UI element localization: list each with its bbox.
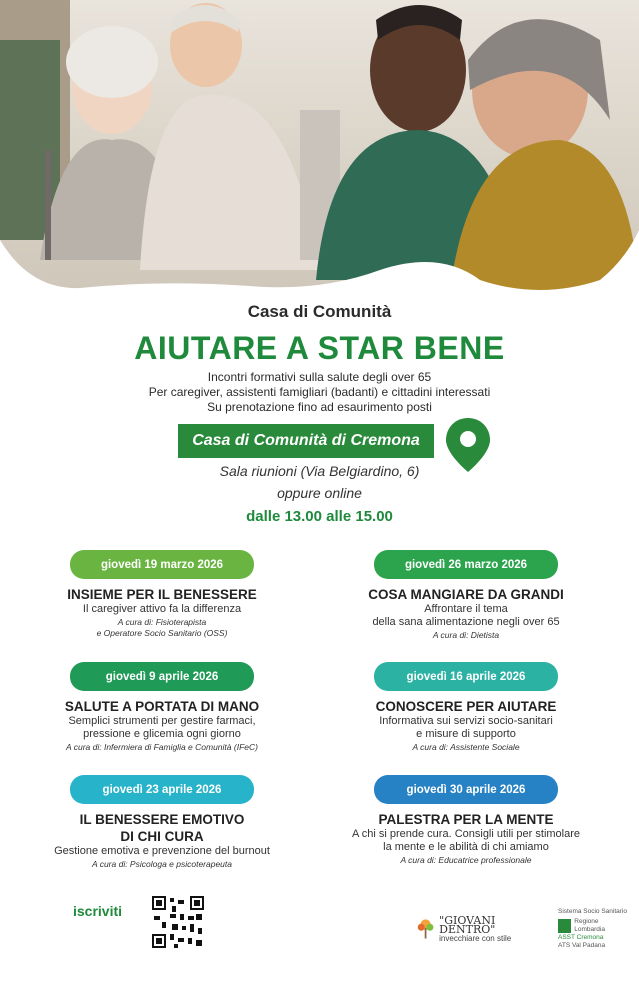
event-description-line: Semplici strumenti per gestire farmaci, (68, 715, 256, 727)
event-description (326, 715, 606, 741)
event-description-line: pressione e glicemia ogni giorno (83, 728, 241, 740)
event-description-line: A chi si prende cura. Consigli utili per stimolare (351, 828, 581, 840)
kicker-title: Casa di Comunità (247, 302, 392, 321)
qr-code-icon[interactable] (152, 896, 204, 948)
page-title: AIUTARE A STAR BENE (134, 330, 505, 366)
event-title: PALESTRA PER LA MENTE (378, 812, 554, 827)
event-description (326, 603, 606, 629)
event-date-pill: giovedì 30 aprile 2026 (374, 775, 558, 804)
signup-label[interactable]: iscriviti (73, 903, 123, 919)
event-card (326, 550, 606, 641)
event-card (22, 662, 302, 753)
event-date-pill: giovedì 23 aprile 2026 (70, 775, 254, 804)
event-title-line: IL BENESSERE EMOTIVO (79, 812, 245, 827)
event-speaker: A cura di: Psicologa e psicoterapeuta (91, 859, 233, 869)
event-speaker: A cura di: Educatrice professionale (400, 855, 532, 865)
event-speaker (22, 617, 302, 639)
subtitle-line: Incontri formativi sulla salute degli over 65 (207, 370, 432, 384)
event-speaker: A cura di: Infermiera di Famiglia e Comunità (IFeC) (66, 742, 258, 752)
event-date-pill: giovedì 9 aprile 2026 (70, 662, 254, 691)
asst-cremona-logo (558, 908, 628, 952)
asst-name-label: ASST Cremona (558, 934, 604, 941)
event-description: Il caregiver attivo fa la differenza (82, 603, 242, 615)
event-description-line: della sana alimentazione negli over 65 (372, 616, 560, 628)
subtitle-line: Su prenotazione fino ad esaurimento posti (207, 400, 432, 414)
giovani-dentro-tagline: invecchiare con stile (439, 933, 512, 943)
ats-label: ATS Val Padana (558, 942, 606, 949)
event-card (22, 550, 302, 639)
event-card (326, 775, 606, 866)
event-description-line: Informativa sui servizi socio-sanitari (379, 715, 553, 727)
location-room: Sala riunioni (Via Belgiardino, 6) (219, 463, 420, 479)
tree-icon (416, 916, 435, 942)
giovani-dentro-text (439, 913, 540, 943)
event-card (326, 662, 606, 753)
event-speaker-line: e Operatore Socio Sanitario (OSS) (96, 628, 228, 638)
hero-wave-divider (0, 200, 639, 290)
asst-system-label: Sistema Socio Sanitario (558, 908, 628, 915)
time-range: dalle 13.00 alle 15.00 (246, 508, 393, 525)
location-alt: oppure online (277, 485, 362, 501)
lombardia-rose-icon (558, 919, 571, 933)
event-speaker: A cura di: Assistente Sociale (412, 742, 520, 752)
event-title: SALUTE A PORTATA DI MANO (64, 699, 260, 714)
location-name: Casa di Comunità di Cremona (192, 432, 420, 449)
event-title: INSIEME PER IL BENESSERE (67, 587, 257, 602)
location-banner (178, 424, 434, 458)
event-description (22, 715, 302, 741)
event-description-line: la mente e le abilità di chi amiamo (383, 841, 549, 853)
subtitle-line: Per caregiver, assistenti famigliari (badanti) e cittadini interessati (148, 385, 491, 399)
event-description-line: Affrontare il tema (424, 603, 508, 615)
event-speaker: A cura di: Dietista (432, 630, 500, 640)
event-title: CONOSCERE PER AIUTARE (375, 699, 557, 714)
giovani-dentro-name: "GIOVANI DENTRO" (439, 913, 496, 936)
event-title: COSA MANGIARE DA GRANDI (368, 587, 564, 602)
subtitle (0, 370, 639, 415)
event-title-line: DI CHI CURA (120, 829, 204, 844)
asst-region-label: Regione Lombardia (574, 918, 605, 933)
event-description (326, 828, 606, 854)
event-date-pill: giovedì 26 marzo 2026 (374, 550, 558, 579)
giovani-dentro-logo (416, 914, 540, 944)
event-date-pill: giovedì 16 aprile 2026 (374, 662, 558, 691)
event-description: Gestione emotiva e prevenzione del burnout (54, 845, 270, 857)
event-speaker-line: A cura di: Fisioterapista (117, 617, 207, 627)
hero-photo (0, 0, 639, 290)
event-card (22, 775, 302, 870)
event-description-line: e misure di supporto (416, 728, 516, 740)
event-date-pill: giovedì 19 marzo 2026 (70, 550, 254, 579)
event-title (22, 811, 302, 845)
